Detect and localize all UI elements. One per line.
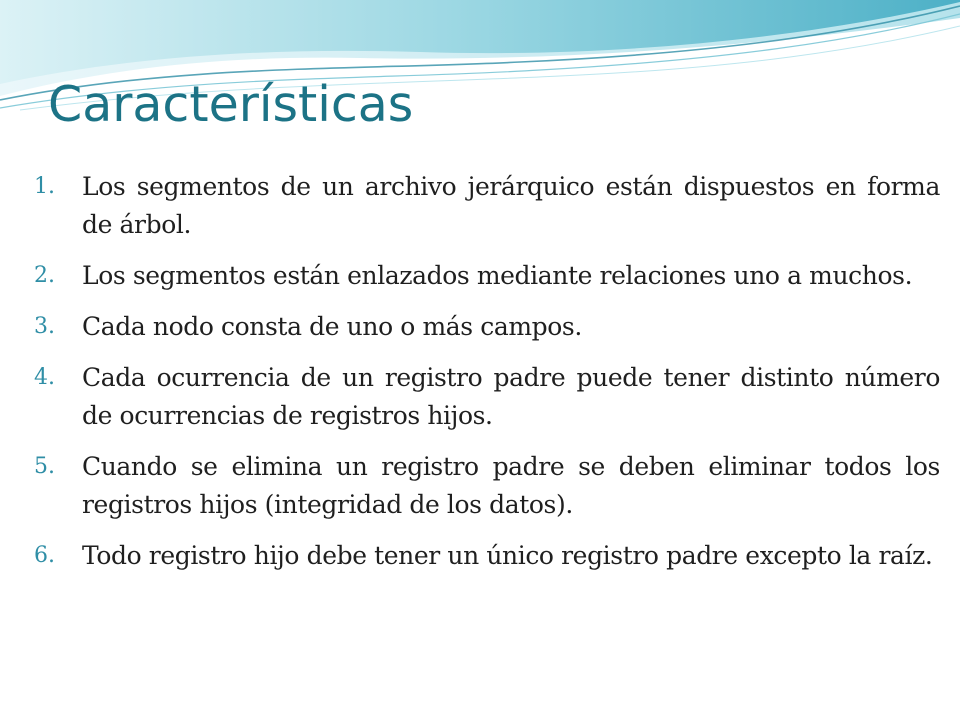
list-item <box>34 257 940 295</box>
list-item <box>34 359 940 435</box>
list-item-text: Cuando se elimina un registro padre se deben eliminar todos los registros hijos (integridad de los datos). <box>82 452 940 519</box>
list-number: 3. <box>34 314 55 339</box>
list-item-text: Cada nodo consta de uno o más campos. <box>82 312 582 341</box>
list-item-text: Los segmentos están enlazados mediante relaciones uno a muchos. <box>82 261 913 290</box>
characteristics-list <box>34 168 940 588</box>
list-item <box>34 537 940 575</box>
slide-title: Características <box>48 76 414 133</box>
list-item-text: Los segmentos de un archivo jerárquico están dispuestos en forma de árbol. <box>82 172 940 239</box>
list-item-text: Cada ocurrencia de un registro padre puede tener distinto número de ocurrencias de registros hijos. <box>82 363 940 430</box>
list-item-text: Todo registro hijo debe tener un único registro padre excepto la raíz. <box>82 541 933 570</box>
list-item <box>34 448 940 524</box>
list-item <box>34 168 940 244</box>
list-number: 5. <box>34 454 55 479</box>
list-item <box>34 308 940 346</box>
list-number: 4. <box>34 365 55 390</box>
list-number: 1. <box>34 174 55 199</box>
list-number: 2. <box>34 263 55 288</box>
wave-band-front <box>0 0 960 84</box>
list-number: 6. <box>34 543 55 568</box>
